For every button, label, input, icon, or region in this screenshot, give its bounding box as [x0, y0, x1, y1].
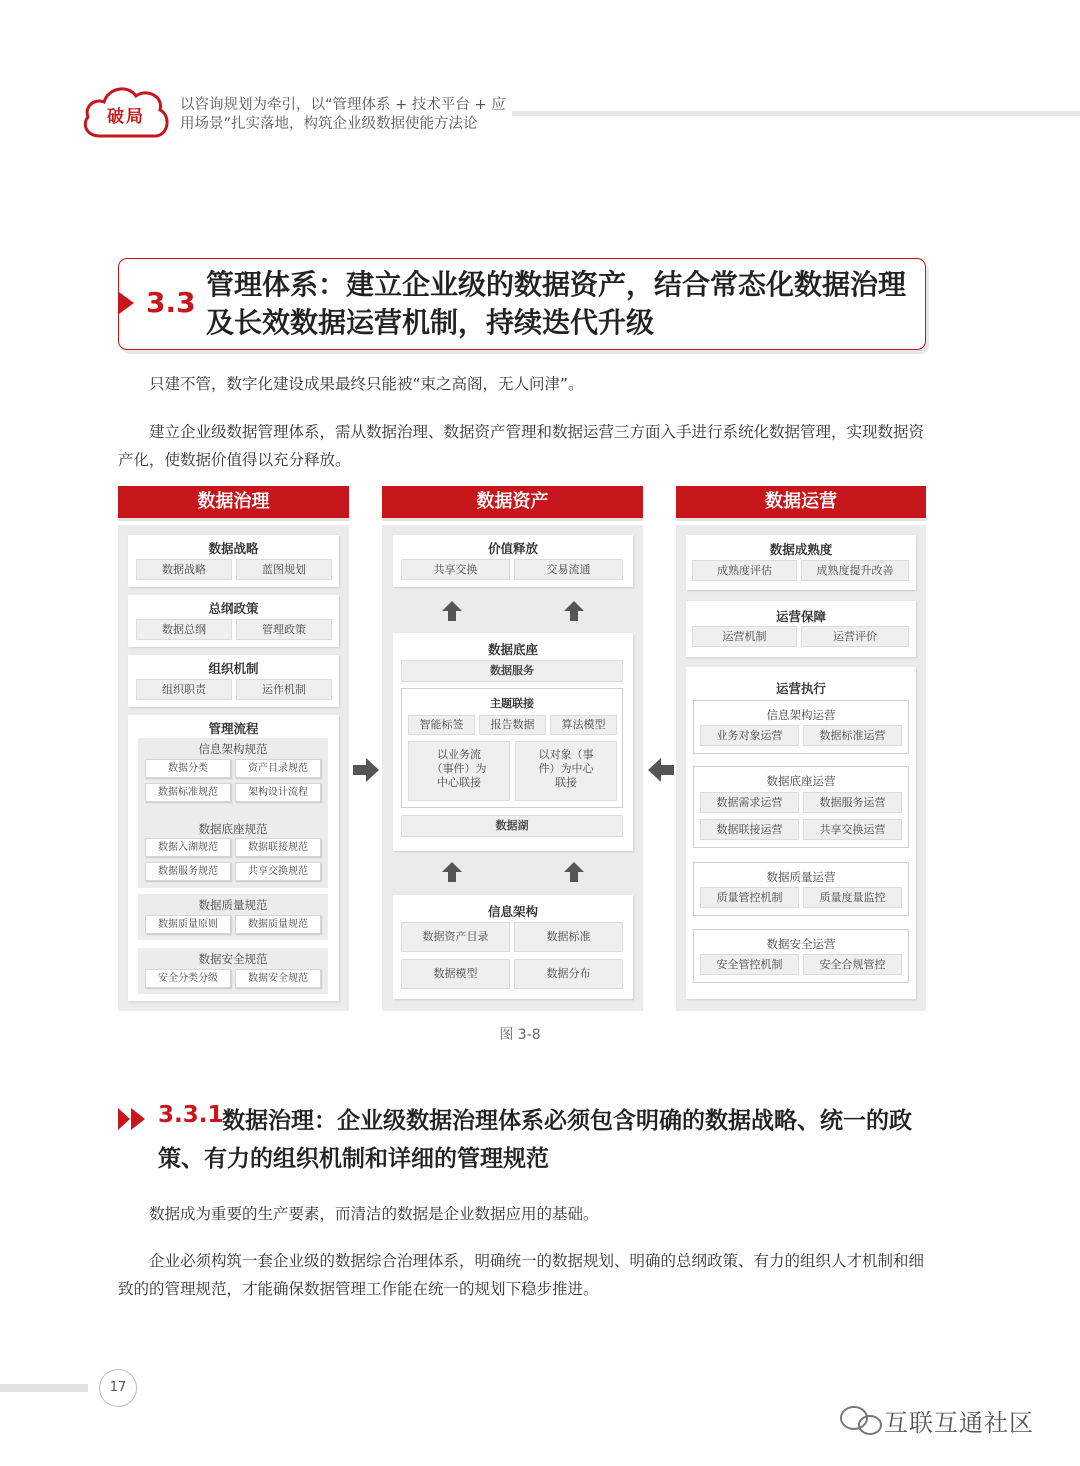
gov-process-item: 资产目录规范 — [235, 759, 321, 778]
assets-flow-business: 以业务流（事件）为中心联接 — [408, 741, 510, 801]
gov-strategy-item: 蓝图规划 — [236, 559, 332, 580]
gov-org-card — [128, 655, 339, 707]
gov-policy-title: 总纲政策 — [208, 601, 259, 616]
watermark-text: 互联互通社区 — [884, 1409, 1034, 1437]
assets-header: 数据资产 — [382, 486, 643, 518]
figure-caption: 图 3-8 — [499, 1027, 541, 1043]
assets-flow-object: 以对象（事件）为中心联接 — [515, 741, 617, 801]
paragraph-1: 只建不管，数字化建设成果最终只能被“束之高阁，无人问津”。 — [149, 375, 584, 393]
ops-execution-title: 运营执行 — [775, 681, 826, 696]
gov-policy-item: 管理政策 — [236, 619, 332, 640]
ops-execution-group — [693, 929, 909, 983]
ops-execution-group — [693, 700, 909, 754]
header-cloud-badge — [80, 82, 172, 140]
arrow-up-icon — [442, 601, 462, 621]
ops-execution-item: 共享交换运营 — [803, 819, 902, 840]
section-title: 管理体系：建立企业级的数据资产，结合常态化数据治理及长效数据运营机制，持续迭代升级 — [206, 268, 907, 339]
gov-process-card — [128, 715, 339, 1001]
gov-policy-item: 数据总纲 — [136, 619, 232, 640]
gov-process-item: 数据质量原则 — [145, 915, 231, 934]
gov-process-group-title: 数据质量规范 — [198, 898, 268, 912]
gov-policy-card — [128, 595, 339, 647]
gov-strategy-title: 数据战略 — [208, 541, 259, 556]
gov-process-item: 安全分类分级 — [145, 969, 231, 988]
assets-topic-item: 智能标签 — [408, 715, 475, 735]
ops-guarantee-card — [686, 601, 916, 657]
operations-header: 数据运营 — [676, 486, 926, 518]
ops-execution-item: 安全合规管控 — [803, 954, 902, 975]
assets-value-item: 共享交换 — [401, 559, 510, 580]
ops-execution-item: 质量管控机制 — [700, 887, 799, 908]
subparagraph-2: 企业必须构筑一套企业级的数据综合治理体系，明确统一的数据规划、明确的总纲政策、有力的组织人才机制和细致的的管理规范，才能确保数据管理工作能在统一的规划下稳步推进。 — [118, 1252, 925, 1298]
ops-execution-group — [693, 862, 909, 916]
assets-value-item: 交易流通 — [514, 559, 623, 580]
gov-process-item: 数据安全规范 — [235, 969, 321, 988]
gov-process-group-title: 数据安全规范 — [198, 952, 268, 966]
gov-org-title: 组织机制 — [208, 661, 259, 676]
ops-execution-group-title: 数据质量运营 — [766, 870, 836, 884]
assets-topic-title: 主题联接 — [490, 697, 534, 710]
assets-service-bar: 数据服务 — [401, 660, 623, 682]
governance-header: 数据治理 — [118, 486, 349, 518]
arrow-up-icon — [564, 601, 584, 621]
double-triangle-icon — [118, 1108, 148, 1130]
gov-org-item: 组织职责 — [136, 679, 232, 700]
ops-execution-item: 数据标准运营 — [803, 725, 902, 746]
section-triangle-icon — [119, 292, 134, 314]
ops-maturity-item: 成熟度提升改善 — [801, 560, 909, 581]
paragraph-2: 建立企业级数据管理体系，需从数据治理、数据资产管理和数据运营三方面入手进行系统化数据管理，实现数据资产化，使数据价值得以充分释放。 — [118, 423, 925, 469]
assets-info-arch-item: 数据模型 — [401, 959, 510, 989]
gov-process-item: 数据分类 — [145, 759, 231, 778]
assets-info-arch-item: 数据分布 — [514, 959, 623, 989]
ops-execution-item: 数据服务运营 — [803, 792, 902, 813]
header-badge-label: 破局 — [107, 107, 145, 127]
ops-execution-item: 业务对象运营 — [700, 725, 799, 746]
ops-execution-item: 质量度量监控 — [803, 887, 902, 908]
subparagraph-1: 数据成为重要的生产要素，而清洁的数据是企业数据应用的基础。 — [149, 1205, 599, 1223]
gov-process-item: 数据质量规范 — [235, 915, 321, 934]
gov-strategy-item: 数据战略 — [136, 559, 232, 580]
gov-process-group — [138, 818, 328, 888]
ops-execution-group-title: 数据底座运营 — [766, 774, 836, 788]
section-number: 3.3 — [146, 286, 196, 319]
arrow-up-icon — [442, 862, 462, 882]
ops-execution-item: 数据需求运营 — [700, 792, 799, 813]
assets-value-title: 价值释放 — [487, 541, 538, 556]
gov-process-group — [138, 948, 328, 994]
assets-topic-item: 算法模型 — [550, 715, 617, 735]
gov-process-item: 数据入湖规范 — [145, 838, 231, 857]
assets-info-arch-item: 数据资产目录 — [401, 922, 510, 952]
gov-process-item: 共享交换规范 — [235, 862, 321, 881]
subsection-title: 数据治理：企业级数据治理体系必须包含明确的数据战略、统一的政策、有力的组织机制和详细的管理规范 — [158, 1108, 912, 1172]
ops-guarantee-title: 运营保障 — [775, 609, 826, 624]
arrow-left-icon — [648, 758, 674, 782]
assets-info-arch-card — [393, 895, 633, 999]
ops-maturity-item: 成熟度评估 — [692, 560, 797, 581]
assets-value-card — [393, 535, 633, 587]
gov-process-item: 数据联接规范 — [235, 838, 321, 857]
arrow-up-icon — [564, 862, 584, 882]
ops-execution-item: 数据联接运营 — [700, 819, 799, 840]
assets-base-title: 数据底座 — [487, 642, 538, 657]
gov-process-group — [138, 894, 328, 940]
gov-process-group-title: 数据底座规范 — [198, 822, 268, 836]
subsection-number: 3.3.1 — [158, 1102, 224, 1128]
assets-topic-box — [401, 688, 623, 808]
ops-maturity-title: 数据成熟度 — [769, 542, 833, 557]
gov-org-item: 运作机制 — [236, 679, 332, 700]
ops-maturity-card — [686, 535, 916, 590]
page-number: 17 — [99, 1369, 137, 1407]
ops-execution-group-title: 数据安全运营 — [766, 937, 836, 951]
gov-process-item: 架构设计流程 — [235, 783, 321, 802]
arrow-right-icon — [353, 758, 379, 782]
assets-info-arch-item: 数据标准 — [514, 922, 623, 952]
gov-process-item: 数据服务规范 — [145, 862, 231, 881]
assets-topic-item: 报告数据 — [479, 715, 546, 735]
assets-info-arch-title: 信息架构 — [487, 904, 538, 919]
gov-process-title: 管理流程 — [208, 721, 259, 736]
ops-guarantee-item: 运营机制 — [692, 626, 797, 647]
footer-divider — [0, 1384, 88, 1392]
ops-guarantee-item: 运营评价 — [801, 626, 909, 647]
assets-base-card — [393, 633, 633, 851]
assets-lake-bar: 数据湖 — [401, 815, 623, 837]
gov-process-group-title: 信息架构规范 — [198, 742, 268, 756]
ops-execution-group — [693, 766, 909, 848]
gov-process-group — [138, 738, 328, 824]
ops-execution-card — [686, 667, 916, 999]
gov-process-item: 数据标准规范 — [145, 783, 231, 802]
ops-execution-group-title: 信息架构运营 — [766, 708, 836, 722]
gov-strategy-card — [128, 535, 339, 587]
ops-execution-item: 安全管控机制 — [700, 954, 799, 975]
header-divider — [512, 111, 1080, 116]
header-subtitle: 以咨询规划为牵引，以“管理体系 + 技术平台 + 应用场景”扎实落地，构筑企业级数据使能方法论 — [180, 97, 506, 132]
